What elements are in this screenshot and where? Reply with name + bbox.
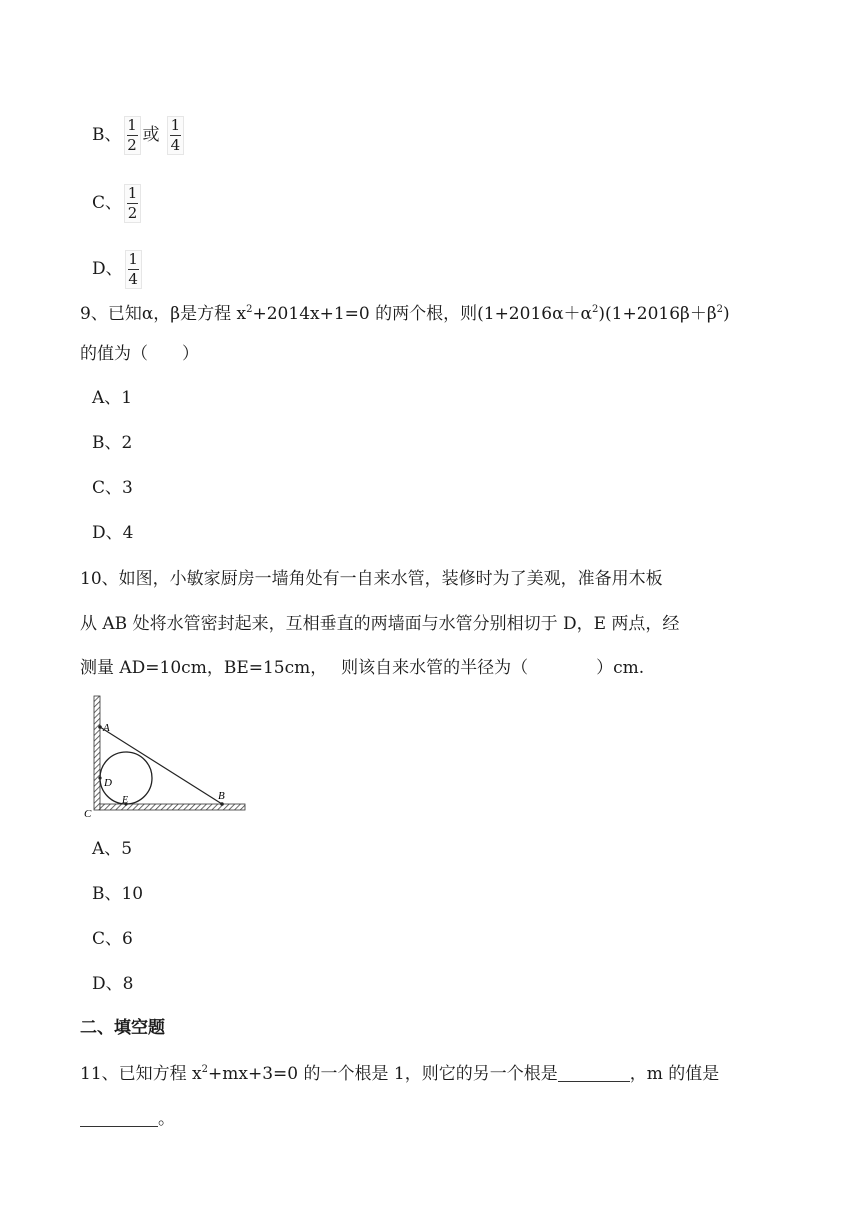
q8-option-d xyxy=(92,250,144,289)
vertical-wall xyxy=(94,696,100,810)
q10-option-c: C、6 xyxy=(92,929,133,949)
q10-stem-line3: 测量 AD=10cm，BE=15cm， 则该自来水管的半径为（ ）cm. xyxy=(80,658,645,678)
q10-option-b: B、10 xyxy=(92,884,144,904)
q9-option-a: A、1 xyxy=(92,388,133,408)
q10-stem-line2: 从 AB 处将水管密封起来，互相垂直的两墙面与水管分别相切于 D，E 两点，经 xyxy=(80,614,680,634)
fraction: $\frac{1}{4}$ xyxy=(125,250,142,289)
q10-option-d: D、8 xyxy=(92,974,134,994)
label-a: A xyxy=(103,722,110,734)
q11-stem-line1: 11、已知方程 $x^2+mx+3=0$ 的一个根是 1，则它的另一个根是 ，m 的值是 xyxy=(80,1064,720,1084)
point-b xyxy=(220,802,224,806)
q9-stem-line2: 的值为（ ） xyxy=(80,344,199,364)
point-a xyxy=(98,725,102,729)
q9-option-d: D、4 xyxy=(92,523,134,543)
q9-option-b: B、2 xyxy=(92,433,133,453)
q10-stem-line1: 10、如图，小敏家厨房一墙角处有一自来水管，装修时为了美观，准备用木板 xyxy=(80,569,663,589)
label-b: B xyxy=(218,790,225,802)
connector-text: 或 xyxy=(142,125,160,145)
q8-option-c xyxy=(92,184,143,223)
fraction: $\frac{1}{2}$ xyxy=(124,184,141,223)
label-c: C xyxy=(84,808,92,818)
pipe-corner-figure xyxy=(84,694,248,818)
label-d: D xyxy=(104,777,112,789)
q11-stem-line2: 。 xyxy=(80,1107,175,1131)
q9-option-c: C、3 xyxy=(92,478,133,498)
fraction: $\frac{1}{2}$ xyxy=(124,116,141,155)
answer-blank-2[interactable] xyxy=(80,1108,158,1127)
fraction: $\frac{1}{4}$ xyxy=(167,116,184,155)
label-e: E xyxy=(122,795,129,806)
option-label: C、 xyxy=(92,193,123,213)
q8-option-b xyxy=(92,116,186,155)
option-label: D、 xyxy=(92,259,123,279)
q10-option-a: A、5 xyxy=(92,839,133,859)
option-label: B、 xyxy=(92,125,122,145)
board-line-ab xyxy=(100,727,222,804)
section-heading-fill-blank: 二、填空题 xyxy=(80,1018,165,1038)
q9-stem-line1: 9、已知α，β是方程 $x^2+2014x+1=0$ 的两个根，则$(1+2016\alpha+\alpha^2)(1+2016\beta+\beta^2)$ xyxy=(80,304,730,324)
answer-blank-1[interactable] xyxy=(558,1063,630,1082)
point-d xyxy=(98,776,101,779)
